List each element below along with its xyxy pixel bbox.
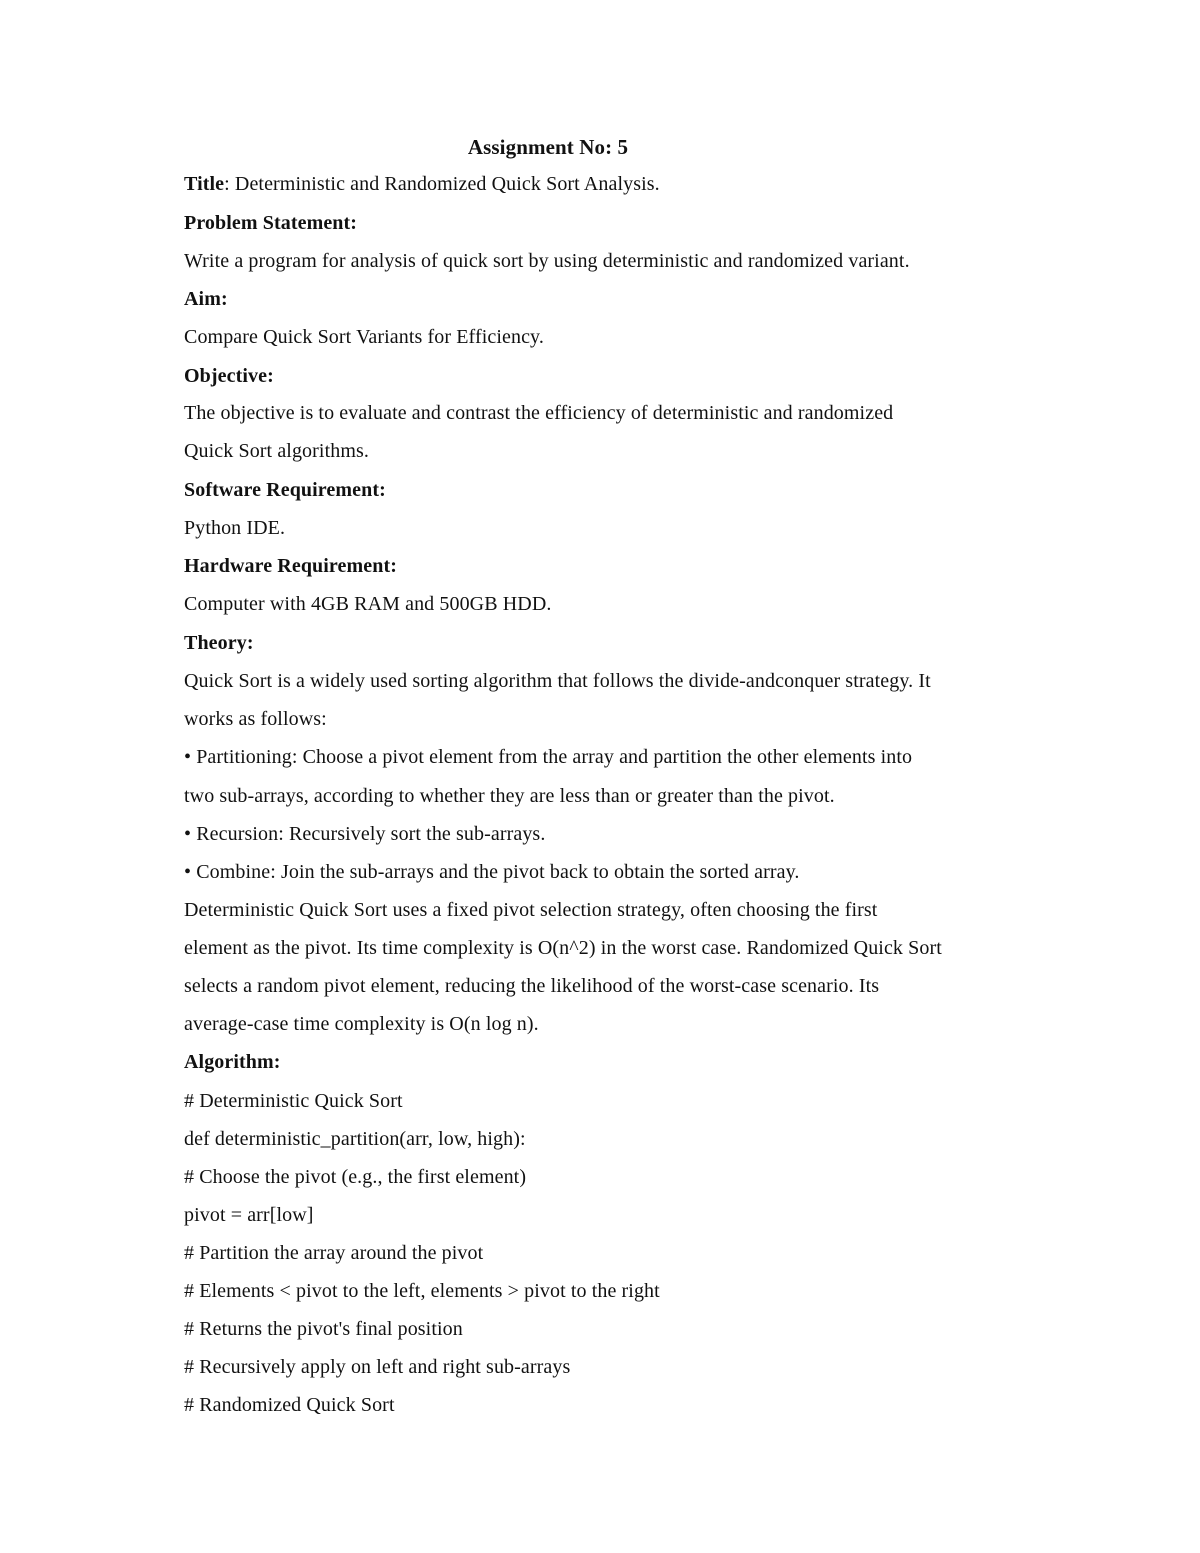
title-label: Title — [184, 173, 225, 195]
algorithm-line: # Choose the pivot (e.g., the first element) — [184, 1166, 527, 1188]
objective-heading: Objective: — [184, 365, 274, 387]
theory-line: Deterministic Quick Sort uses a fixed pivot selection strategy, often choosing the first — [184, 899, 878, 921]
objective-line: Quick Sort algorithms. — [184, 440, 369, 462]
assignment-title: Assignment No: 5 — [467, 135, 629, 159]
theory-bullet-combine: • Combine: Join the sub-arrays and the pivot back to obtain the sorted array. — [184, 861, 800, 883]
software-text: Python IDE. — [184, 517, 286, 539]
theory-line: two sub-arrays, according to whether they are less than or greater than the pivot. — [184, 785, 835, 807]
algorithm-line: # Randomized Quick Sort — [184, 1394, 395, 1416]
hardware-heading: Hardware Requirement: — [184, 555, 397, 577]
theory-line: average-case time complexity is O(n log n). — [184, 1013, 539, 1035]
aim-heading: Aim: — [184, 288, 228, 310]
problem-statement-heading: Problem Statement: — [184, 212, 358, 234]
theory-bullet-partitioning: • Partitioning: Choose a pivot element from the array and partition the other elements into — [184, 746, 913, 768]
algorithm-line: # Deterministic Quick Sort — [184, 1090, 403, 1112]
algorithm-line: pivot = arr[low] — [184, 1204, 314, 1226]
algorithm-line: # Elements < pivot to the left, elements > pivot to the right — [184, 1280, 660, 1302]
hardware-text: Computer with 4GB RAM and 500GB HDD. — [184, 593, 552, 615]
theory-line: selects a random pivot element, reducing the likelihood of the worst-case scenario. Its — [184, 975, 880, 997]
algorithm-line: # Partition the array around the pivot — [184, 1242, 484, 1264]
theory-line: Quick Sort is a widely used sorting algorithm that follows the divide-andconquer strategy. It — [184, 670, 931, 692]
algorithm-line: # Recursively apply on left and right sub-arrays — [184, 1356, 571, 1378]
title-text: : Deterministic and Randomized Quick Sort Analysis. — [224, 173, 660, 195]
theory-line: works as follows: — [184, 708, 327, 730]
algorithm-line: # Returns the pivot's final position — [184, 1318, 463, 1340]
theory-heading: Theory: — [184, 632, 254, 654]
title-line — [184, 172, 660, 196]
theory-bullet-recursion: • Recursion: Recursively sort the sub-arrays. — [184, 823, 546, 845]
algorithm-line: def deterministic_partition(arr, low, high): — [184, 1128, 526, 1150]
objective-line: The objective is to evaluate and contrast the efficiency of deterministic and randomized — [184, 402, 894, 424]
algorithm-heading: Algorithm: — [184, 1051, 281, 1073]
problem-statement-text: Write a program for analysis of quick sort by using deterministic and randomized variant. — [184, 250, 910, 272]
aim-text: Compare Quick Sort Variants for Efficiency. — [184, 326, 544, 348]
theory-line: element as the pivot. Its time complexity is O(n^2) in the worst case. Randomized Quick Sort — [184, 937, 942, 959]
software-heading: Software Requirement: — [184, 479, 386, 501]
